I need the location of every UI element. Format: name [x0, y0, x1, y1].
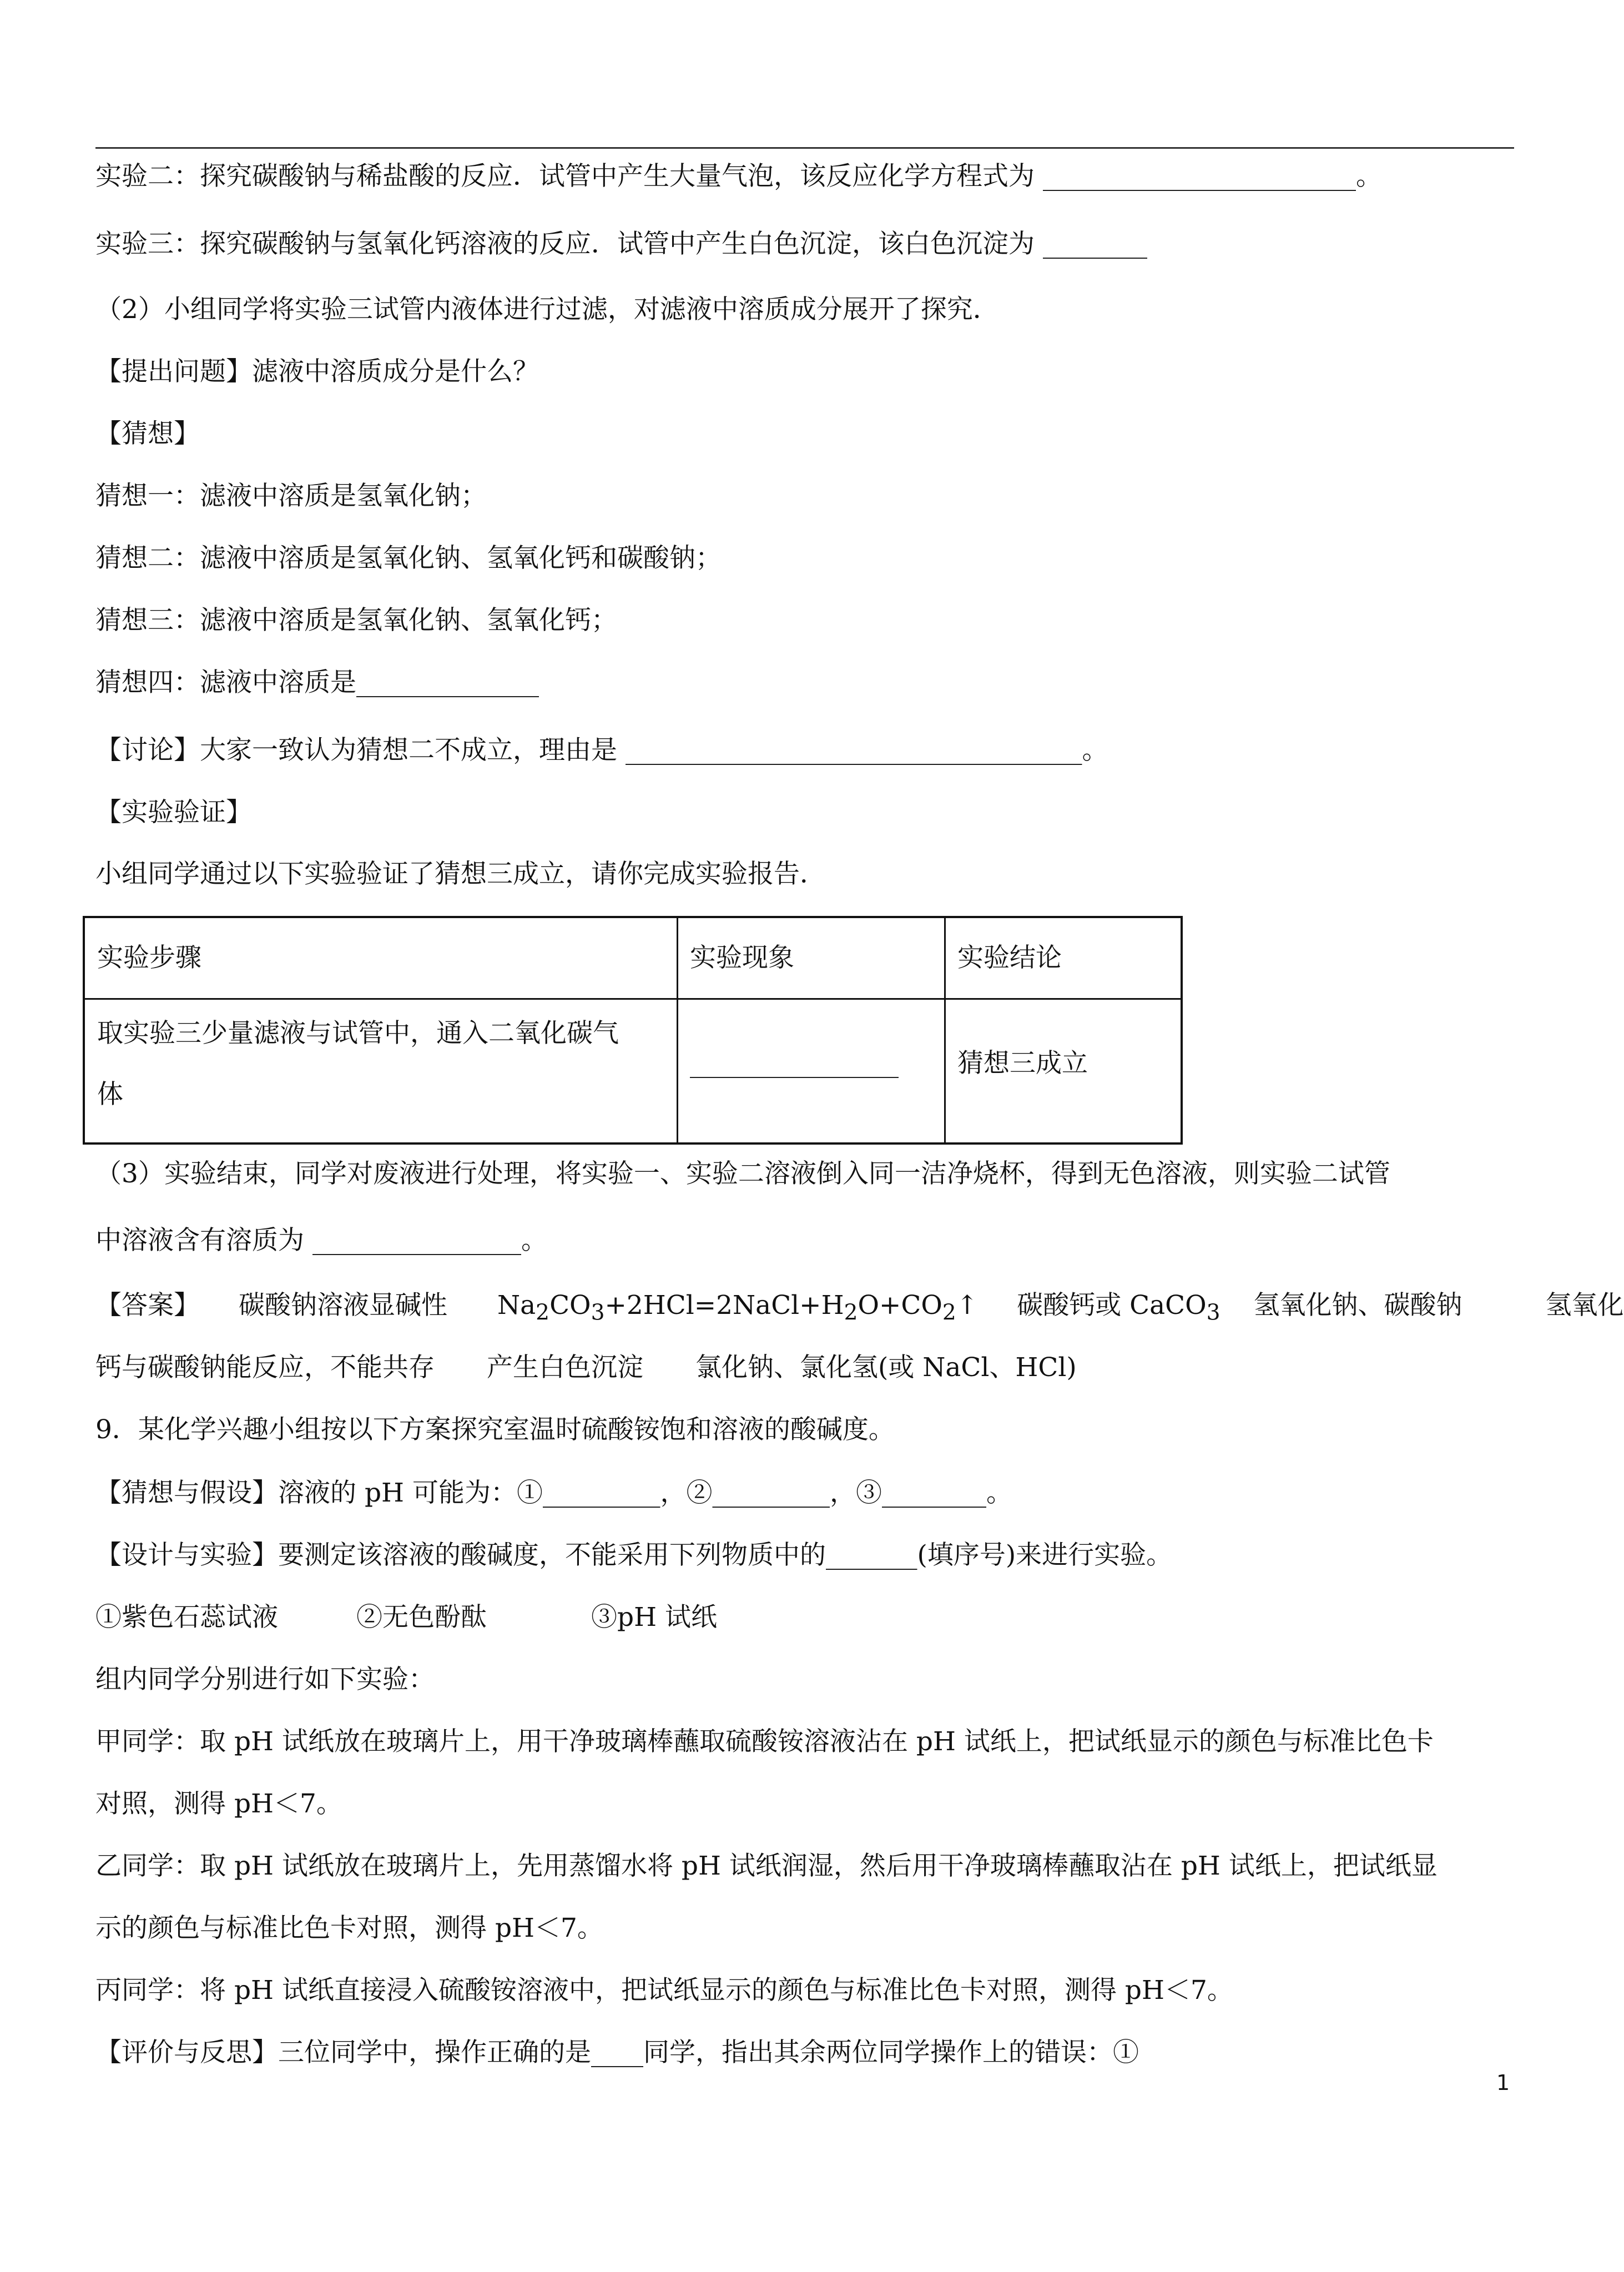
question-title: 9．某化学兴趣小组按以下方案探究室温时硫酸铵饱和溶液的酸碱度。: [95, 1414, 895, 1445]
text-line: 示的颜色与标准比色卡对照，测得 pH＜7。: [95, 1913, 603, 1943]
text-line: 【猜想】: [95, 419, 200, 449]
answer-text: 碳酸钠溶液显碱性: [239, 1290, 447, 1321]
text-line: 实验二：探究碳酸钠与稀盐酸的反应．试管中产生大量气泡，该反应化学方程式为 ________________________。: [95, 161, 1382, 192]
chemical-equation: $Na_2CO_3+2HCl=2NaCl+H_2O+CO_2↑$: [497, 1290, 979, 1326]
table-header-step: 实验步骤: [97, 943, 201, 973]
text-line: （3）实验结束，同学对废液进行处理，将实验一、实验二溶液倒入同一洁净烧杯，得到无色溶液，则实验二试管: [95, 1158, 1390, 1189]
text-line: 【提出问题】滤液中溶质成分是什么？: [95, 356, 539, 387]
text-line: 小组同学通过以下实验验证了猜想三成立，请你完成实验报告．: [95, 859, 826, 889]
page-number: 1: [1496, 2071, 1510, 2095]
table-column-divider: [944, 918, 946, 1142]
header-rule: [95, 147, 1514, 149]
table-header-phenomenon: 实验现象: [690, 943, 794, 973]
text-line: 中溶液含有溶质为 ________________。: [95, 1225, 547, 1256]
text-line: 实验三：探究碳酸钠与氢氧化钙溶液的反应．试管中产生白色沉淀，该白色沉淀为 ________: [95, 229, 1147, 259]
text-line: 猜想四：滤液中溶质是______________: [95, 667, 539, 698]
table-cell-step: 取实验三少量滤液与试管中，通入二氧化碳气: [97, 1018, 619, 1049]
table-column-divider: [677, 918, 678, 1142]
text-line: 乙同学：取 pH 试纸放在玻璃片上，先用蒸馏水将 pH 试纸润湿，然后用干净玻璃棒蘸取沾在 pH 试纸上，把试纸显: [95, 1851, 1438, 1881]
text-line: 组内同学分别进行如下实验：: [95, 1664, 435, 1695]
text-line: 甲同学：取 pH 试纸放在玻璃片上，用干净玻璃棒蘸取硫酸铵溶液沾在 pH 试纸上，把试纸显示的颜色与标准比色卡: [95, 1726, 1434, 1757]
table-cell-conclusion: 猜想三成立: [957, 1048, 1088, 1079]
experiment-table: [83, 916, 1183, 1145]
answer-line: [95, 1289, 1624, 1329]
text-line: 【评价与反思】三位同学中，操作正确的是____同学，指出其余两位同学操作上的错误：①: [95, 2037, 1139, 2068]
text-line: 【猜想与假设】溶液的 pH 可能为：①_________，②_________，③________。: [95, 1478, 1012, 1508]
text-line: ①紫色石蕊试液 ②无色酚酞 ③pH 试纸: [95, 1602, 718, 1633]
table-cell-step: 体: [97, 1079, 123, 1110]
text-line: 【实验验证】: [95, 797, 252, 828]
text-line: 猜想三：滤液中溶质是氢氧化钠、氢氧化钙；: [95, 605, 617, 636]
text-line: 【设计与实验】要测定该溶液的酸碱度，不能采用下列物质中的_______(填序号)来进行实验。: [95, 1540, 1173, 1570]
text-line: 钙与碳酸钠能反应，不能共存 产生白色沉淀 氯化钠、氯化氢(或 NaCl、HCl): [95, 1352, 1077, 1383]
table-header-conclusion: 实验结论: [957, 943, 1062, 973]
text-line: 【讨论】大家一致认为猜想二不成立，理由是 ___________________________________。: [95, 735, 1108, 765]
text-line: 丙同学：将 pH 试纸直接浸入硫酸铵溶液中，把试纸显示的颜色与标准比色卡对照，测得 pH＜7。: [95, 1975, 1233, 2006]
table-row-divider: [85, 998, 1181, 1000]
text-line: （2）小组同学将实验三试管内液体进行过滤，对滤液中溶质成分展开了探究．: [95, 294, 999, 325]
text-line: 猜想二：滤液中溶质是氢氧化钠、氢氧化钙和碳酸钠；: [95, 543, 722, 573]
answer-label: 【答案】: [95, 1290, 200, 1321]
text-line: 猜想一：滤液中溶质是氢氧化钠；: [95, 481, 487, 511]
text-line: 对照，测得 pH＜7。: [95, 1789, 342, 1819]
table-cell-phenomenon: ________________: [690, 1048, 899, 1079]
answer-text: 氢氧化: [1545, 1290, 1624, 1321]
answer-text: 氢氧化钠、碳酸钠: [1253, 1290, 1462, 1321]
answer-text: 碳酸钙或 CaCO$_3$: [1017, 1290, 1220, 1326]
